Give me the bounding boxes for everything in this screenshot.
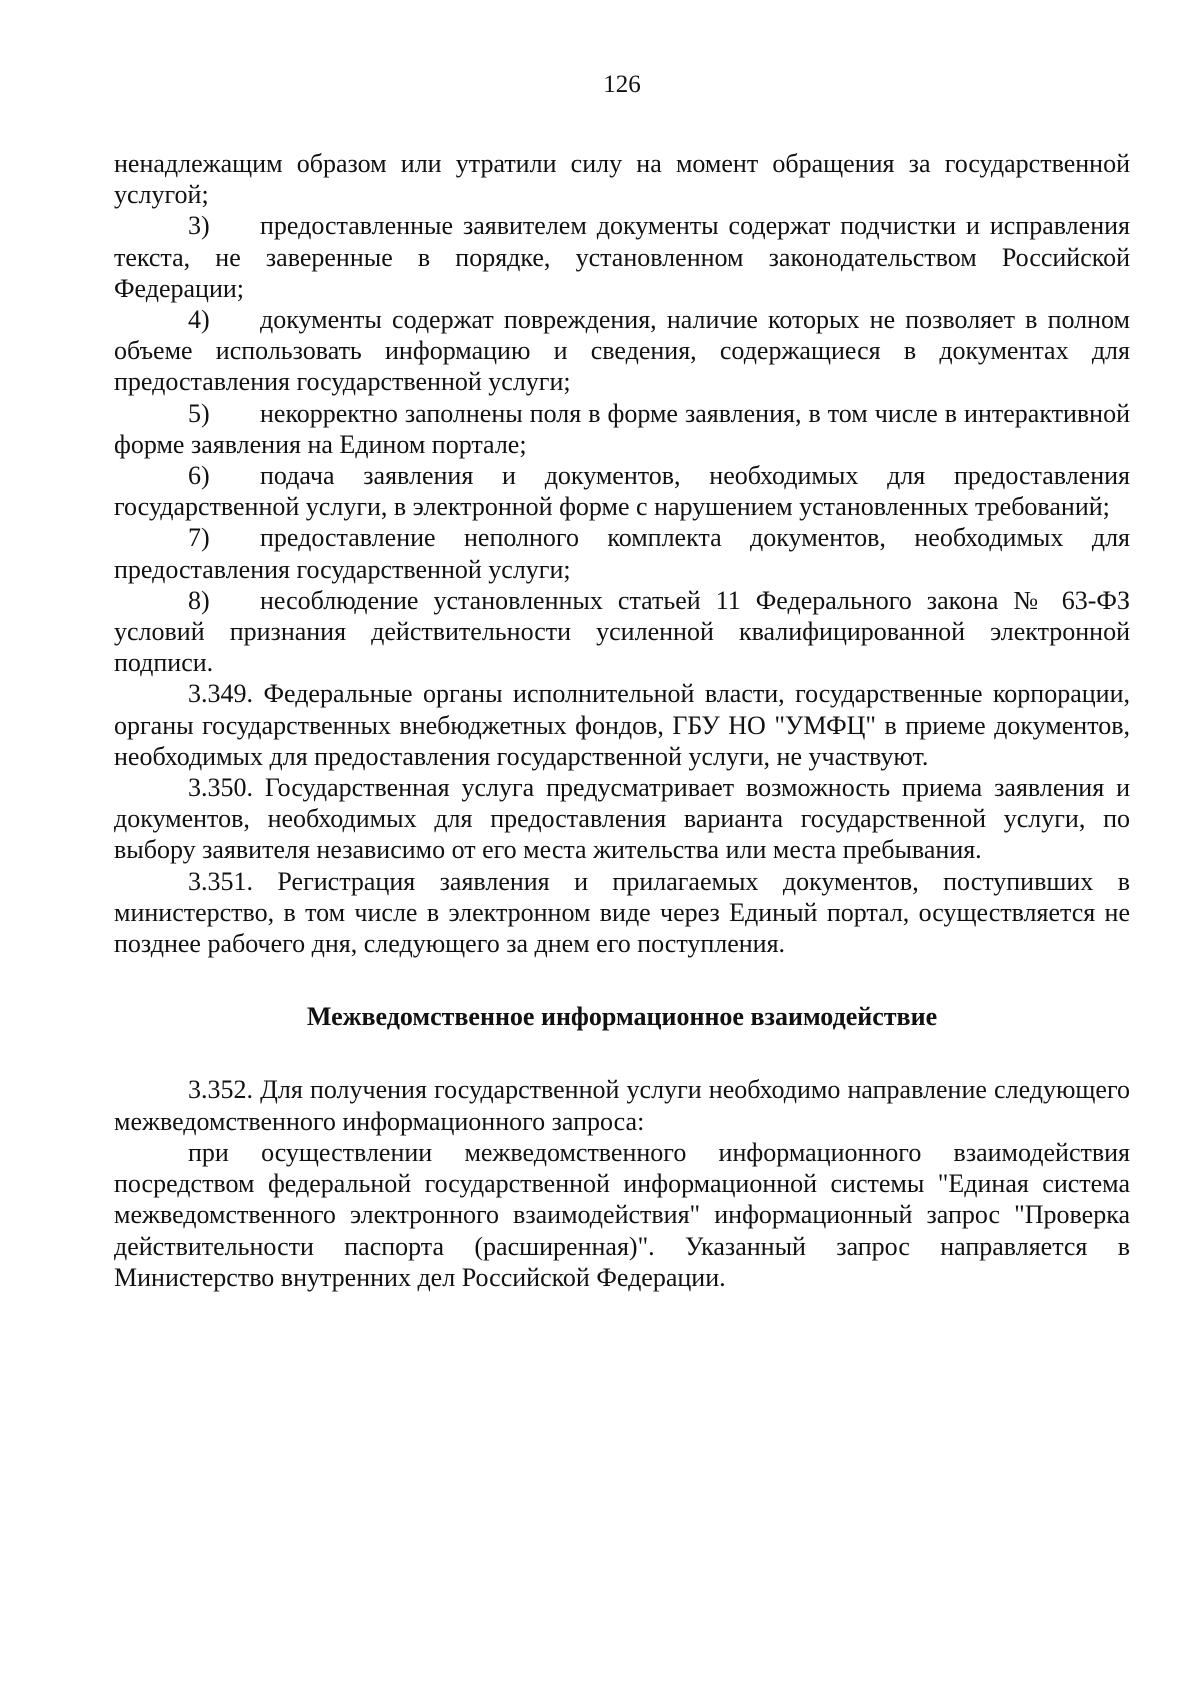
paragraph-3-349: 3.349. Федеральные органы исполнительной власти, государственные корпорации, органы государственных внебюджетных фондов, ГБУ НО "УМФЦ" в приеме документов, необходимых для предоставления государственной услуги, не участвуют. [114,679,1130,771]
list-item [114,460,1130,522]
list-item-number: 8) [188,585,210,615]
list-item-text: некорректно заполнены поля в форме заявления, в том числе в интерактивной форме заявления на Едином портале; [114,398,1130,459]
paragraph-request-details: при осуществлении межведомственного информационного взаимодействия посредством федеральной государственной информационной системы "Единая система межведомственного электронного взаимодействия" информационный запрос "Проверка действительности паспорта (расширенная)". Указанный запрос направляется в Министерство внутренних дел Российской Федерации. [114,1137,1130,1292]
document-page [114,70,1130,1293]
list-item [114,210,1130,304]
list-item [114,522,1130,584]
list-item-text: подача заявления и документов, необходимых для предоставления государственной услуги, в электронной форме с нарушением установленных требований; [114,461,1130,522]
paragraph-3-350: 3.350. Государственная услуга предусматривает возможность приема заявления и документов, необходимых для предоставления варианта государственной услуги, по выбору заявителя независимо от его места жительства или места пребывания. [114,773,1130,865]
list-item-text: несоблюдение установленных статьей 11 Федерального закона № 63-ФЗ условий признания действительности усиленной квалифицированной электронной подписи. [114,585,1130,678]
list-item [114,304,1130,398]
continuation-paragraph: ненадлежащим образом или утратили силу на момент обращения за государственной услугой; [114,149,1130,210]
paragraph-3-352: 3.352. Для получения государственной услуги необходимо направление следующего межведомственного информационного запроса: [114,1075,1130,1136]
list-item-text: предоставленные заявителем документы содержат подчистки и исправления текста, не заверенные в порядке, установленном законодательством Российской Федерации; [114,211,1130,303]
list-item [114,398,1130,460]
section-heading: Межведомственное информационное взаимодействие [306,1002,938,1032]
list-item-number: 3) [188,211,210,241]
list-item-text: документы содержат повреждения, наличие которых не позволяет в полном объеме использовать информацию и сведения, содержащиеся в документах для предоставления государственной услуги; [114,305,1130,397]
list-item [114,585,1130,679]
list-item-number: 4) [188,305,210,335]
document-body [114,148,1130,1293]
page-number: 126 [603,71,641,98]
list-item-number: 6) [188,461,210,491]
list-item-text: предоставление неполного комплекта документов, необходимых для предоставления государственной услуги; [114,523,1130,584]
list-item-number: 5) [188,398,210,428]
paragraph-3-351: 3.351. Регистрация заявления и прилагаемых документов, поступивших в министерство, в том числе в электронном виде через Единый портал, осуществляется не позднее рабочего дня, следующего за днем его поступления. [114,866,1130,959]
list-item-number: 7) [188,523,210,553]
